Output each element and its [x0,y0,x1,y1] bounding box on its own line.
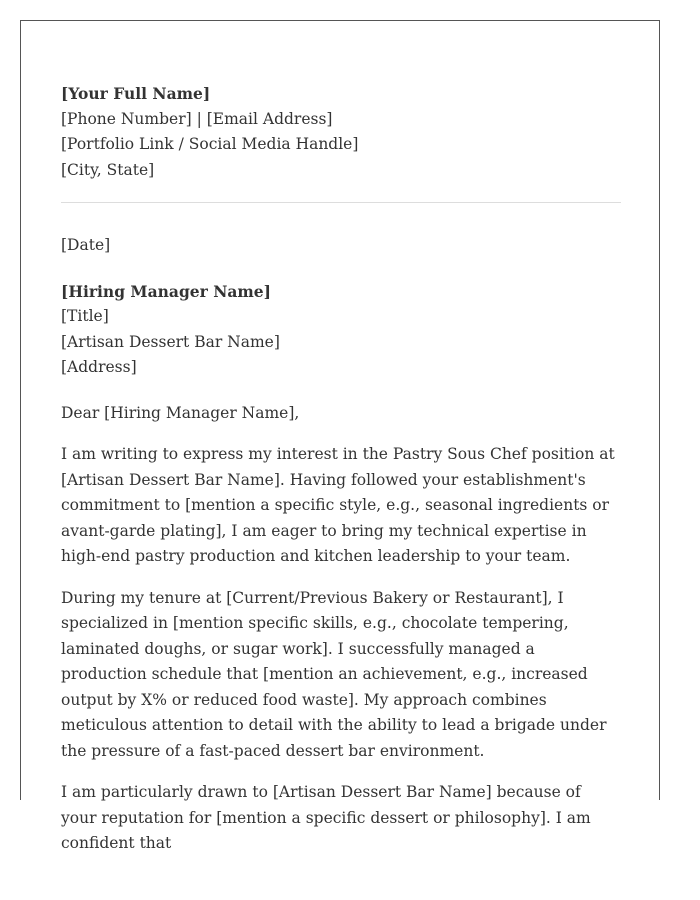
body-paragraph-1: I am writing to express my interest in the Pastry Sous Chef position at [Artisan Dessert Bar Name]. Having followed your establishment's commitment to [mention a specific style, e.g., seasonal ingredients or avant-garde plating], I am eager to bring my technical expertise in high-end pastry production and kitchen leadership to your team. [61,445,615,565]
sender-name: [Your Full Name] [61,84,211,103]
recipient-company: [Artisan Dessert Bar Name] [61,332,280,351]
letter-date: [Date] [61,236,111,254]
letter-page [20,20,660,852]
sender-location: [City, State] [61,160,155,179]
recipient-name: [Hiring Manager Name] [61,281,272,301]
sender-block [61,81,621,183]
recipient-block [61,279,621,381]
sender-contact: [Phone Number] | [Email Address] [61,109,333,128]
body-paragraph-2: During my tenure at [Current/Previous Bakery or Restaurant], I specialized in [mention specific skills, e.g., chocolate tempering, laminated doughs, or sugar work]. I successfully managed a production schedule that [mention an achievement, e.g., increased output by X% or reduced food waste]. My approach combines meticulous attention to detail with the ability to lead a brigade under the pressure of a fast-paced dessert bar environment. [61,588,607,760]
recipient-title: [Title] [61,307,109,325]
recipient-address: [Address] [61,358,137,376]
sender-portfolio: [Portfolio Link / Social Media Handle] [61,135,359,153]
letter-body [61,81,621,873]
header-divider [61,202,621,203]
salutation: Dear [Hiring Manager Name], [61,403,300,422]
body-paragraph-3: I am particularly drawn to [Artisan Dessert Bar Name] because of your reputation for [mention a specific dessert or philosophy]. I am confident that [61,783,591,852]
